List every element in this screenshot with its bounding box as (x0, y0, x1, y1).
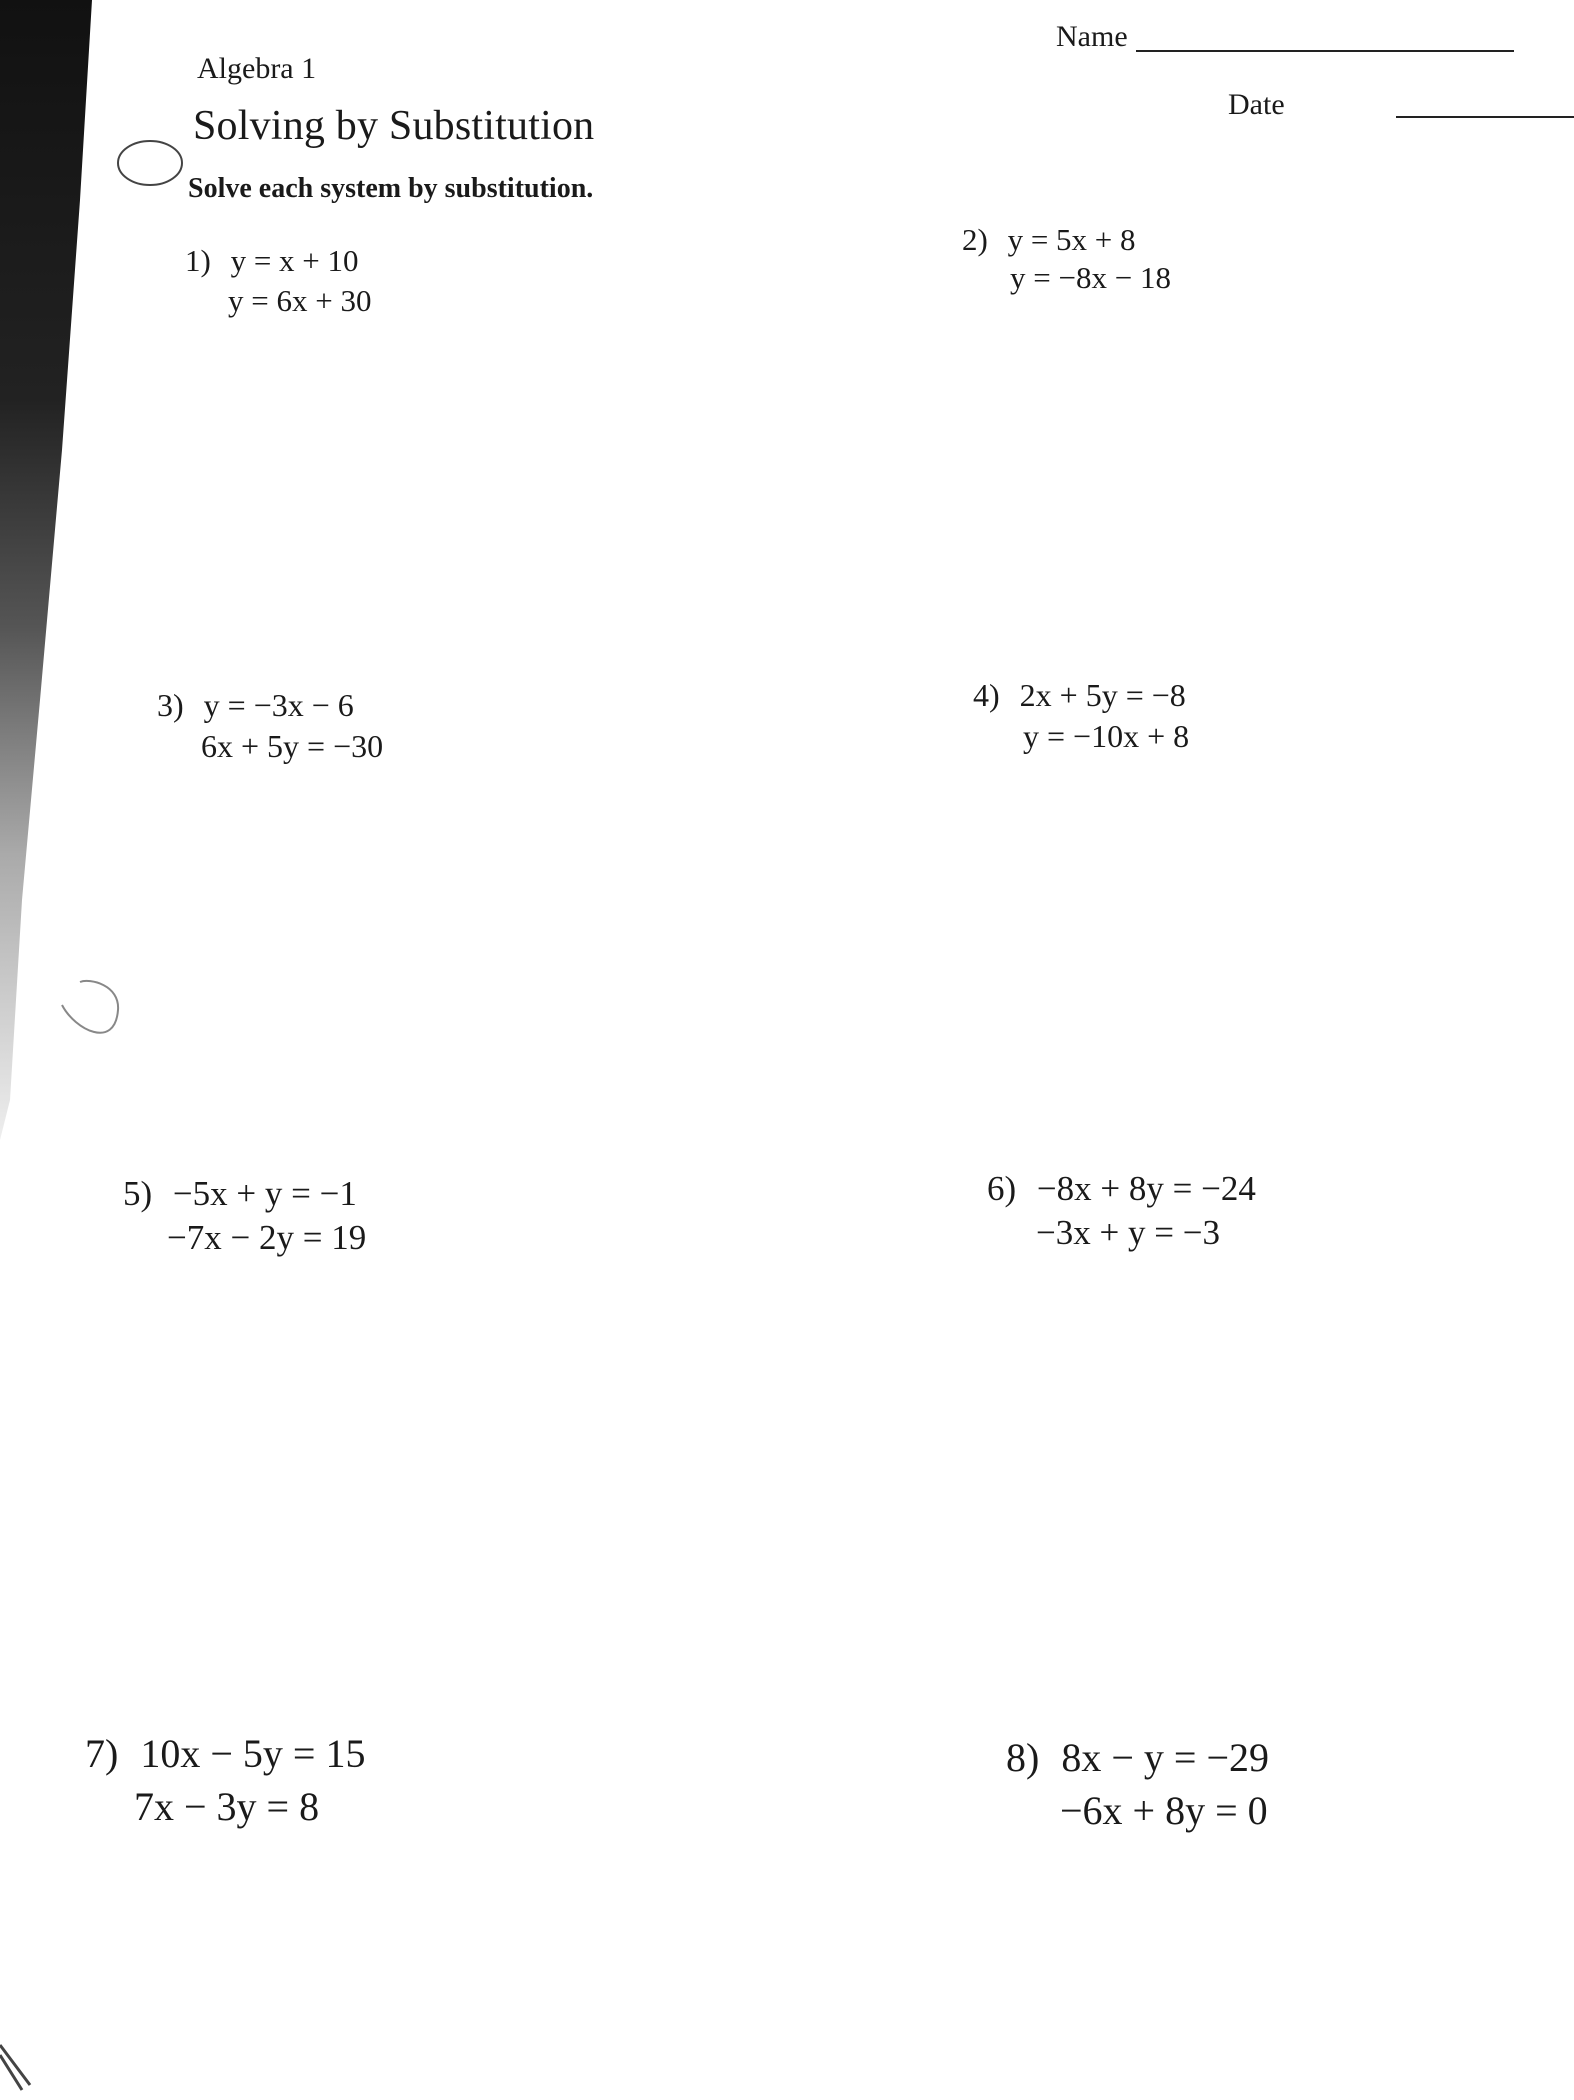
equation-1: y = x + 10 (230, 243, 359, 278)
problem-number: 3) (157, 687, 184, 723)
problem-number: 4) (973, 677, 1000, 713)
problem-4 (973, 677, 1189, 755)
equation-2: y = −8x − 18 (1010, 260, 1171, 295)
problem-number: 5) (123, 1174, 153, 1213)
problem-5 (123, 1174, 366, 1258)
equation-1: −5x + y = −1 (172, 1174, 357, 1213)
equation-2: y = 6x + 30 (228, 283, 372, 318)
name-label: Name (1056, 20, 1128, 53)
equation-2: −6x + 8y = 0 (1060, 1788, 1268, 1833)
problem-6 (987, 1169, 1256, 1253)
problem-number: 6) (987, 1169, 1017, 1208)
equation-1: 8x − y = −29 (1061, 1735, 1270, 1780)
name-blank-line[interactable] (1136, 50, 1514, 52)
date-label: Date (1228, 88, 1285, 121)
equation-2: −7x − 2y = 19 (167, 1218, 367, 1257)
equation-1: y = 5x + 8 (1007, 222, 1136, 257)
equation-2: y = −10x + 8 (1023, 718, 1190, 754)
equation-2: 6x + 5y = −30 (201, 728, 384, 764)
problem-7 (85, 1730, 365, 1830)
problem-number: 8) (1006, 1735, 1040, 1780)
binder-hole-icon (118, 141, 182, 185)
instructions-text: Solve each system by substitution. (188, 173, 594, 204)
equation-2: 7x − 3y = 8 (134, 1784, 320, 1829)
course-label: Algebra 1 (197, 52, 317, 85)
problem-number: 2) (962, 222, 988, 257)
page-title: Solving by Substitution (193, 103, 595, 149)
problem-number: 1) (185, 243, 211, 278)
problem-2 (962, 222, 1171, 296)
binder-hole-icon (62, 981, 118, 1033)
problem-3 (157, 687, 383, 765)
problem-8 (1006, 1734, 1269, 1834)
problem-1 (185, 243, 371, 319)
equation-1: 10x − 5y = 15 (140, 1731, 366, 1776)
problem-number: 7) (85, 1731, 119, 1776)
date-blank-line[interactable] (1396, 116, 1574, 118)
equation-1: −8x + 8y = −24 (1036, 1169, 1256, 1208)
equation-1: y = −3x − 6 (203, 687, 354, 723)
equation-1: 2x + 5y = −8 (1019, 677, 1186, 713)
equation-2: −3x + y = −3 (1036, 1213, 1220, 1252)
